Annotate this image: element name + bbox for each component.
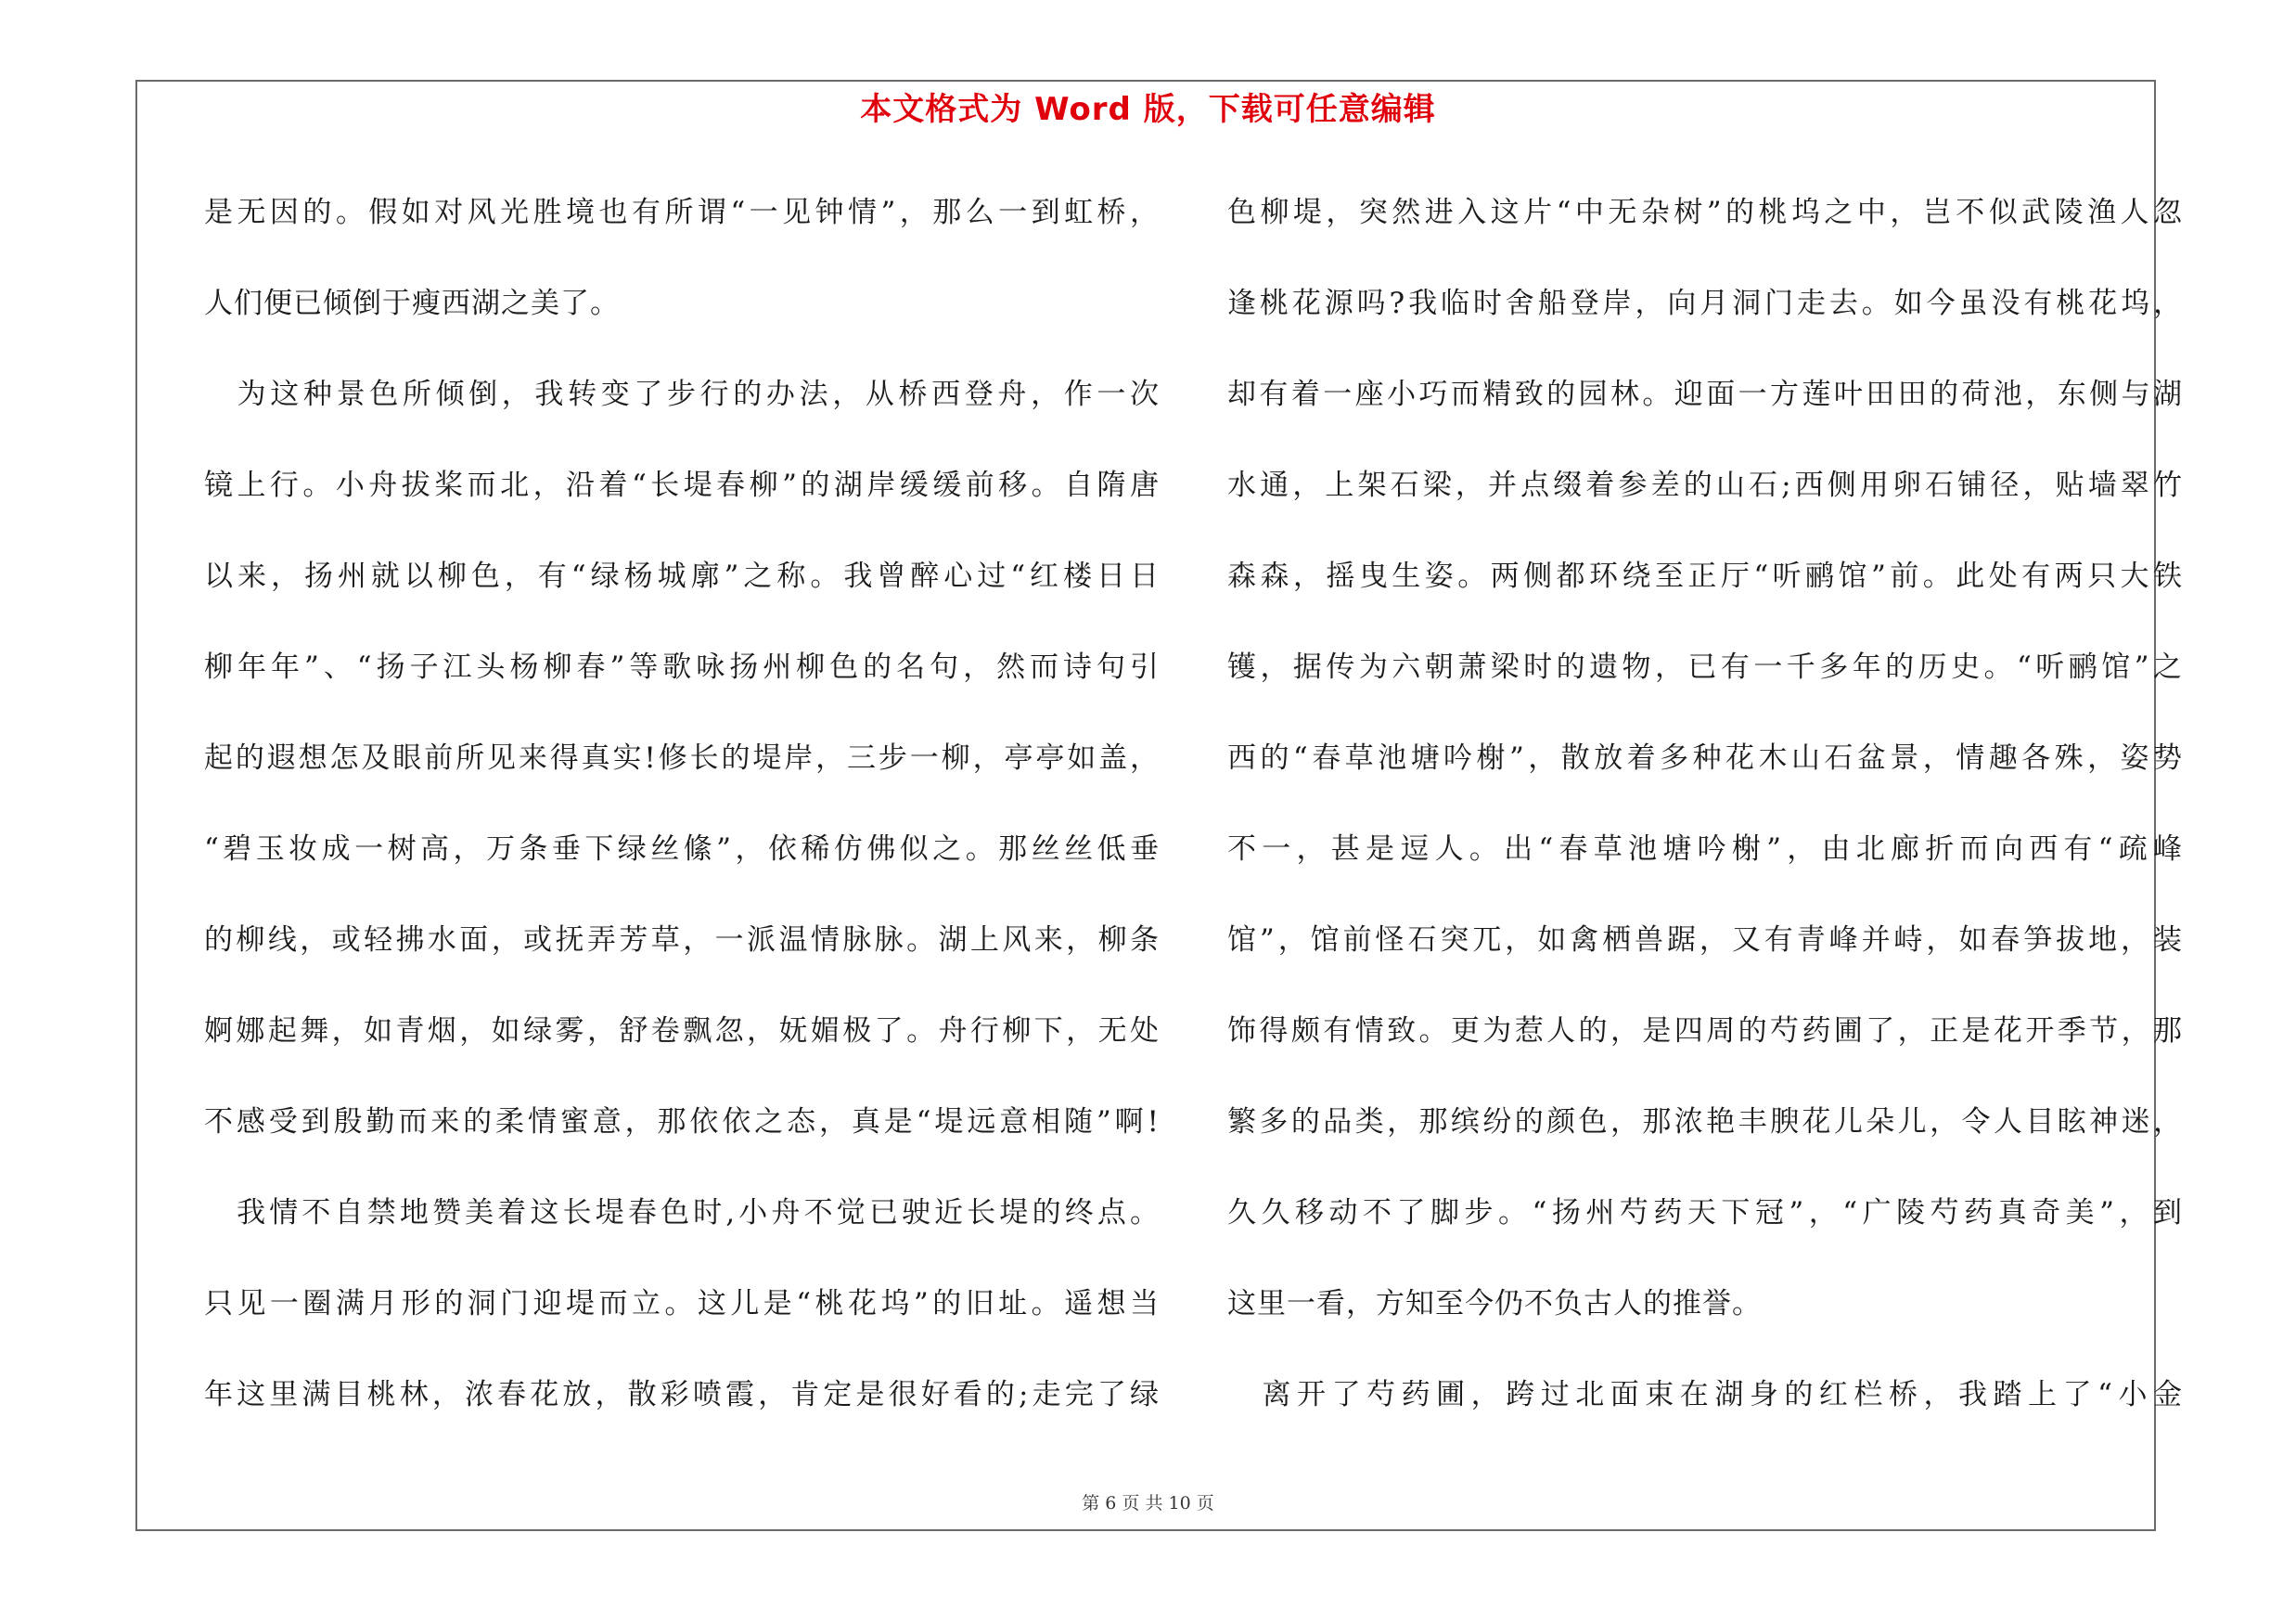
text-line: 年这里满目桃林，浓春花放，散彩喷霞，肯定是很好看的;走完了绿	[204, 1378, 1160, 1411]
text-line: 柳年年”、“扬子江头杨柳春”等歌咏扬州柳色的名句，然而诗句引	[204, 650, 1160, 684]
text-line: 馆”，馆前怪石突兀，如禽栖兽踞，又有青峰并峙，如春笋拔地，装	[1227, 923, 2183, 957]
text-line: 镬，据传为六朝萧梁时的遗物，已有一千多年的历史。“听鹂馆”之	[1227, 650, 2183, 684]
text-line: “碧玉妆成一树高，万条垂下绿丝絛”，依稀仿佛似之。那丝丝低垂	[204, 832, 1160, 866]
right-column	[1227, 184, 2183, 1457]
text-line: 色柳堤，突然进入这片“中无杂树”的桃坞之中，岂不似武陵渔人忽	[1227, 196, 2183, 229]
text-line: 却有着一座小巧而精致的园林。迎面一方莲叶田田的荷池，东侧与湖	[1227, 378, 2183, 411]
text-line: 镜上行。小舟拔桨而北，沿着“长堤春柳”的湖岸缓缓前移。自隋唐	[204, 469, 1160, 502]
text-line: 西的“春草池塘吟榭”，散放着多种花木山石盆景，情趣各殊，姿势	[1227, 741, 2183, 775]
text-line: 我情不自禁地赞美着这长堤春色时,小舟不觉已驶近长堤的终点。	[204, 1196, 1160, 1230]
left-column	[204, 184, 1160, 1457]
text-line: 以来，扬州就以柳色，有“绿杨城廓”之称。我曾醉心过“红楼日日	[204, 560, 1160, 593]
text-line: 离开了芍药圃，跨过北面束在湖身的红栏桥，我踏上了“小金	[1227, 1378, 2183, 1411]
text-line: 不一，甚是逗人。出“春草池塘吟榭”，由北廊折而向西有“疏峰	[1227, 832, 2183, 866]
text-line: 婀娜起舞，如青烟，如绿雾，舒卷飘忽，妩媚极了。舟行柳下，无处	[204, 1014, 1160, 1048]
text-line: 的柳线，或轻拂水面，或抚弄芳草，一派温情脉脉。湖上风来，柳条	[204, 923, 1160, 957]
text-line: 森森，摇曳生姿。两侧都环绕至正厅“听鹂馆”前。此处有两只大铁	[1227, 560, 2183, 593]
text-line: 久久移动不了脚步。“扬州芍药天下冠”，“广陵芍药真奇美”，到	[1227, 1196, 2183, 1230]
text-line: 这里一看，方知至今仍不负古人的推誉。	[1227, 1287, 1762, 1320]
text-line: 繁多的品类，那缤纷的颜色，那浓艳丰腴花儿朵儿，令人目眩神迷，	[1227, 1105, 2183, 1139]
text-line: 水通，上架石梁，并点缀着参差的山石;西侧用卵石铺径，贴墙翠竹	[1227, 469, 2183, 502]
text-line: 起的遐想怎及眼前所见来得真实!修长的堤岸，三步一柳，亭亭如盖，	[204, 741, 1160, 775]
text-line: 人们便已倾倒于瘦西湖之美了。	[204, 287, 620, 320]
text-line: 为这种景色所倾倒，我转变了步行的办法，从桥西登舟，作一次	[204, 378, 1160, 411]
text-line: 只见一圈满月形的洞门迎堤而立。这儿是“桃花坞”的旧址。遥想当	[204, 1287, 1160, 1320]
page-number-footer: 第 6 页 共 10 页	[1082, 1493, 1214, 1514]
text-line: 不感受到殷勤而来的柔情蜜意，那依依之态，真是“堤远意相随”啊!	[204, 1105, 1160, 1139]
text-line: 逢桃花源吗?我临时舍船登岸，向月洞门走去。如今虽没有桃花坞，	[1227, 287, 2183, 320]
text-line: 饰得颇有情致。更为惹人的，是四周的芍药圃了，正是花开季节，那	[1227, 1014, 2183, 1048]
header-banner: 本文格式为 Word 版，下载可任意编辑	[860, 91, 1436, 128]
text-line: 是无因的。假如对风光胜境也有所谓“一见钟情”，那么一到虹桥，	[204, 196, 1160, 229]
